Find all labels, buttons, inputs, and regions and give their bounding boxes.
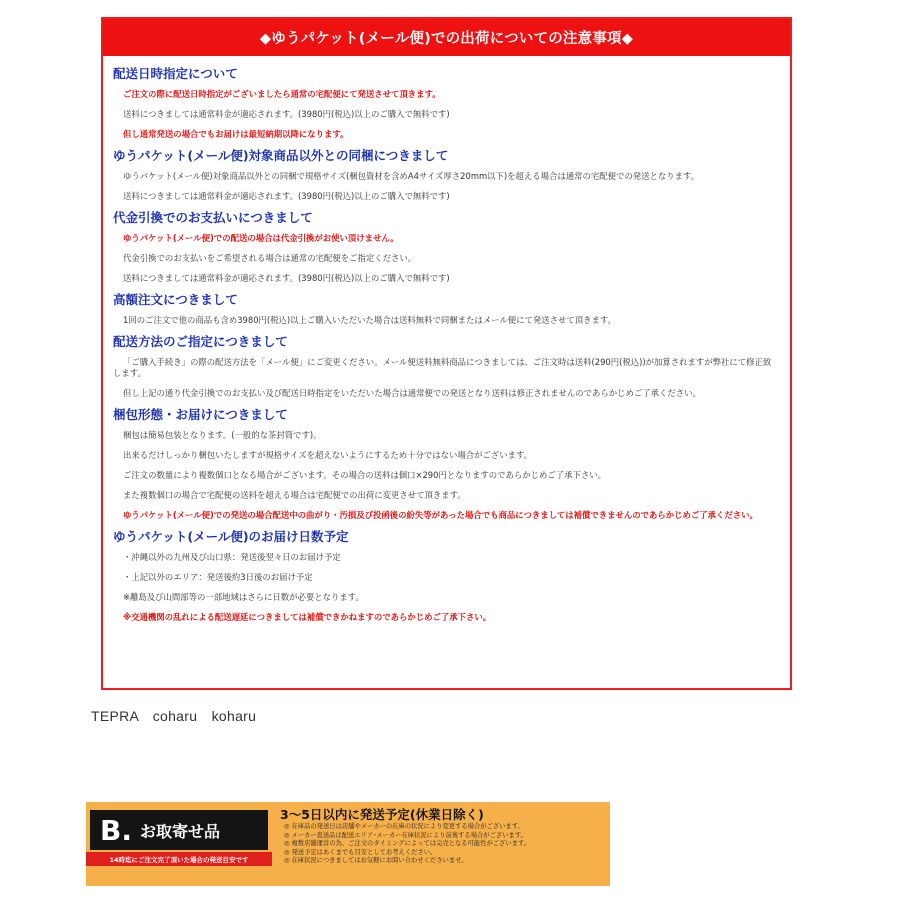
section-title: 高額注文につきまして (113, 292, 238, 307)
banner-note-item: ◎ 複数店舗運営の為、ご注文のタイミングによっては完売となる可能性がございます。 (284, 840, 531, 848)
cutoff-note: 14時迄にご注文完了頂いた場合の発送目安です (86, 852, 272, 866)
banner-note-item: ◎ 在庫状況につきましてはお気軽にお問い合わせくださいませ。 (284, 857, 468, 865)
banner-left (86, 802, 276, 886)
notice-header: ◆ゆうパケット(メール便)での出荷についての注意事項◆ (103, 19, 790, 56)
notice-line: ※交通機関の乱れによる配送遅延につきましては補償できかねますのであらかじめご了承下さい。 (123, 611, 492, 622)
section-title: 梱包形態・お届けにつきまして (113, 407, 288, 422)
notice-line: また複数個口の場合で宅配便の送料を超える場合は宅配便での出荷に変更させて頂きます。 (123, 489, 466, 500)
section-title: 配送日時指定について (113, 66, 238, 81)
notice-line: 但し通常発送の場合でもお届けは最短納期以降になります。 (123, 128, 349, 139)
notice-line: ご注文の際に配送日時指定がございましたら通常の宅配便にて発送させて頂きます。 (123, 88, 441, 99)
notice-line: ゆうパケット(メール便)での配送の場合は代金引換がお使い頂けません。 (123, 232, 399, 243)
category-box (90, 810, 268, 850)
category-letter: B. (100, 813, 132, 847)
notice-line: ご注文の数量により複数個口となる場合がございます。その場合の送料は個口×290円となりますのであらかじめご了承下さい。 (123, 469, 606, 480)
banner-note-item: ◎ メーカー直送品は配送エリア･メーカー在庫状況により前後する場合がございます。 (284, 831, 527, 839)
section-title: 代金引換でのお支払いにつきまして (113, 210, 313, 225)
notice-line: 送料につきましては通常料金が適応されます。(3980円(税込)以上のご購入で無料です) (123, 272, 450, 283)
section-title: 配送方法のご指定につきまして (113, 334, 288, 349)
notice-line: 送料につきましては通常料金が適応されます。(3980円(税込)以上のご購入で無料です) (123, 190, 450, 201)
notice-line: 送料につきましては通常料金が適応されます。(3980円(税込)以上のご購入で無料です) (123, 108, 450, 119)
notice-line: 代金引換でのお支払いをご希望される場合は通常の宅配便をご指定ください。 (123, 252, 417, 263)
notice-line: ※離島及び山間部等の一部地域はさらに日数が必要となります。 (123, 591, 364, 602)
banner-note-item: ◎ 発送予定はあくまでも目安としてお考えください。 (284, 848, 437, 856)
tag-keywords: TEPRA coharu koharu (91, 708, 257, 724)
notice-line: ・沖縄以外の九州及び山口県：発送後翌々日のお届け予定 (123, 551, 341, 562)
section-title: ゆうパケット(メール便)のお届け日数予定 (113, 529, 349, 544)
notice-line: 但し上記の通り代金引換でのお支払い及び配送日時指定をいただいた場合は通常便での発送となり送料は修正されませんのであらかじめご了承ください。 (123, 387, 701, 398)
notice-line: ゆうパケット(メール便)での発送の場合配送中の曲がり・汚損及び投函後の紛失等があった場合でも商品につきましては補償できませんのであらかじめご了承ください。 (123, 509, 758, 520)
notice-line: 「ご購入手続き」の際の配送方法を「メール便」にご変更ください。メール便送料無料商品につきましては、ご注文時は送料(290円(税込))が加算されますが弊社にて修正致します。 (113, 356, 772, 378)
category-title: お取寄せ品 (139, 821, 220, 841)
banner-right (280, 806, 530, 866)
notice-line: ・上記以外のエリア：発送後約3日後のお届け予定 (123, 571, 313, 582)
delivery-banner (86, 802, 610, 886)
notice-line: 1回のご注文で他の商品も含め3980円(税込)以上ご購入いただいた場合は送料無料で同梱またはメール便にて発送させて頂きます。 (123, 314, 616, 325)
notice-line: 出来るだけしっかり梱包いたしますが規格サイズを超えないようにするため十分ではない場合がございます。 (123, 449, 533, 460)
shipping-estimate-heading: 3〜5日以内に発送予定(休業日除く) (280, 807, 484, 822)
shipping-notice-box (101, 17, 792, 690)
notice-line: ゆうパケット(メール便)対象商品以外との同梱で規格サイズ(梱包資材を含めA4サイズ厚さ20mm以下)を超える場合は通常の宅配便での発送となります。 (123, 170, 700, 181)
notice-line: 梱包は簡易包装となります。(一般的な茶封筒です)。 (123, 429, 322, 440)
banner-notes (280, 823, 530, 866)
notice-body (103, 56, 790, 627)
banner-note-item: ◎ 在庫品の発送日は店舗やメーカーの在庫の状況により変更する場合がございます。 (284, 823, 524, 830)
section-title: ゆうパケット(メール便)対象商品以外との同梱につきまして (113, 148, 449, 163)
